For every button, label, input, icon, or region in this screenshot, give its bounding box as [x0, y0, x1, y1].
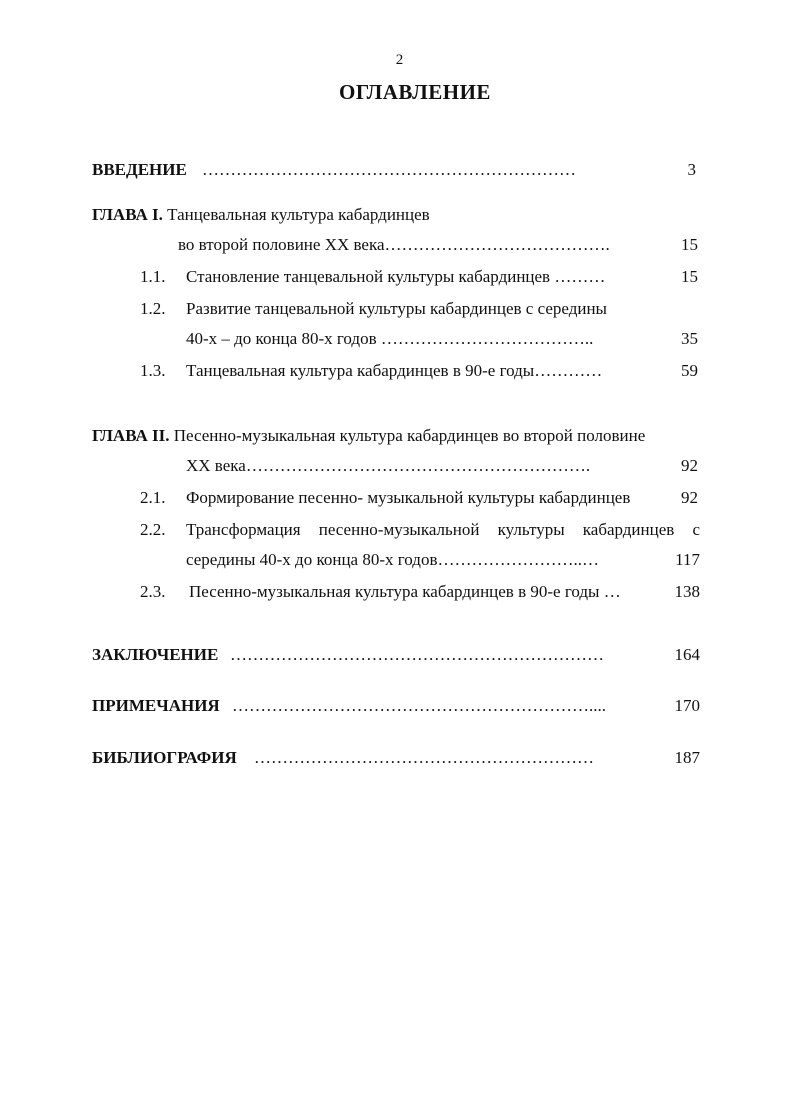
toc-chapter1-page: 15 [681, 235, 698, 254]
toc-title: ОГЛАВЛЕНИЕ [339, 80, 491, 104]
toc-section-line1: Становление танцевальной культуры кабардинцев ……… [186, 267, 606, 286]
toc-chapter2-title-line1: Песенно-музыкальная культура кабардинцев во второй половине [173, 426, 646, 445]
toc-intro-dots: ………………………………………………………… [202, 160, 576, 179]
toc-conclusion-heading: ЗАКЛЮЧЕНИЕ [92, 645, 219, 664]
toc-notes-heading: ПРИМЕЧАНИЯ [92, 696, 220, 715]
toc-section-page: 138 [674, 582, 700, 601]
toc-section-num: 1.1. [140, 267, 166, 286]
toc-chapter1-label: ГЛАВА I. [92, 205, 163, 224]
toc-chapter2-label: ГЛАВА II. [92, 426, 170, 445]
toc-conclusion-dots: ………………………………………………………… [230, 645, 604, 664]
toc-chapter2-page: 92 [681, 456, 698, 475]
toc-chapter1-title-line2: во второй половине XX века…………………………………. [178, 235, 610, 254]
toc-section-page: 35 [681, 329, 698, 348]
toc-bibliography-dots: …………………………………………………… [254, 748, 594, 767]
toc-section-num: 2.1. [140, 488, 166, 507]
toc-bibliography-page: 187 [674, 748, 700, 767]
toc-section-page: 59 [681, 361, 698, 380]
toc-section-line1: Трансформация песенно-музыкальной культуры кабардинцев с [186, 520, 700, 539]
toc-section-page: 117 [675, 550, 700, 569]
toc-intro-page: 3 [687, 160, 696, 179]
toc-section-page: 92 [681, 488, 698, 507]
toc-section-line1: Танцевальная культура кабардинцев в 90-е годы………… [186, 361, 603, 380]
toc-section-num: 1.3. [140, 361, 166, 380]
page-number: 2 [395, 52, 404, 68]
toc-notes-page: 170 [674, 696, 700, 715]
toc-chapter1-title [92, 205, 430, 225]
toc-section-line1: Развитие танцевальной культуры кабардинцев с середины [186, 299, 607, 318]
toc-section-num: 1.2. [140, 299, 166, 318]
toc-section-line2: середины 40-х до конца 80-х годов……………………..… [186, 550, 599, 569]
toc-section-line2: 40-х – до конца 80-х годов ……………………………….. [186, 329, 594, 348]
toc-section-line1: Формирование песенно- музыкальной культуры кабардинцев [186, 488, 631, 507]
toc-conclusion-page: 164 [674, 645, 700, 664]
toc-section-line1: Песенно-музыкальная культура кабардинцев в 90-е годы … [189, 582, 621, 601]
toc-section-num: 2.2. [140, 520, 166, 539]
toc-bibliography-heading: БИБЛИОГРАФИЯ [92, 748, 237, 767]
toc-section-num: 2.3. [140, 582, 166, 601]
toc-notes-dots: ……………………………………………………….... [232, 696, 606, 715]
toc-chapter1-title-line1: Танцевальная культура кабардинцев [167, 205, 430, 224]
toc-chapter2-title-line2: XX века……………………………………………………. [186, 456, 591, 475]
toc-intro-heading: ВВЕДЕНИЕ [92, 160, 187, 179]
toc-chapter2-title [92, 426, 645, 446]
toc-section-page: 15 [681, 267, 698, 286]
